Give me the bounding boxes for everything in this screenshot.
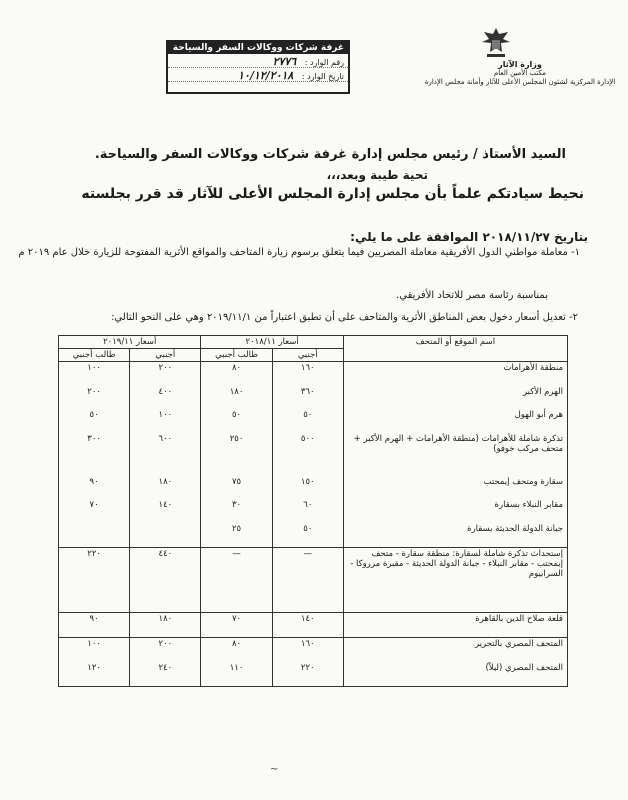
price-cell: ٥٠ <box>272 409 343 432</box>
price-cell: ٢٠٠ <box>87 386 101 397</box>
stamp-label: رقم الوارد : <box>304 58 344 67</box>
site-column-header: اسم الموقع أو المتحف <box>343 336 567 362</box>
price-cell: ٥٠ <box>201 409 272 432</box>
price-cell: ٢٥ <box>201 523 272 547</box>
stamp-title: غرفة شركات ووكالات السفر والسياحة <box>168 42 348 54</box>
stamp-value: ١٠/١٢/٢٠١٨ <box>238 69 294 82</box>
price-cell: ٧٠ <box>201 612 272 637</box>
price-cell: ٢٢٠ <box>272 662 343 687</box>
price-cell: ٥٠٠ <box>272 433 343 476</box>
price-cell: ١٢٠ <box>59 662 130 687</box>
price-cell <box>130 523 201 547</box>
price-cell: — <box>201 547 272 612</box>
price-cell: ٣٠ <box>201 499 272 522</box>
stamp-value: ٢٧٧٦ <box>272 55 297 68</box>
eagle-emblem-icon <box>476 26 516 62</box>
site-name: تذكرة شاملة للأهرامات (منطقة الأهرامات + الهرم الأكبر + متحف مركب خوفو) <box>343 433 567 476</box>
price-cell: ١٤٠ <box>130 499 201 522</box>
price-cell: ١٤٠ <box>272 612 343 637</box>
table-row <box>59 637 568 661</box>
department-name: الإدارة المركزية لشئون المجلس الأعلى للآثار وأمانة مجلس الإدارة <box>424 78 616 86</box>
price-cell: ٢٠٠ <box>130 362 201 386</box>
table-row <box>59 547 568 612</box>
table-row <box>59 362 568 386</box>
greeting: تحية طيبة وبعد،،، <box>326 168 428 182</box>
price-cell: ٦٠ <box>272 499 343 522</box>
site-name: المتحف المصري بالتحرير <box>343 637 567 661</box>
foreign-header: أجنبي <box>130 349 201 362</box>
site-name: جبانة الدولة الحديثة بسقارة <box>343 523 567 547</box>
ministry-name: وزارة الآثار <box>498 60 542 69</box>
table-row <box>59 523 568 547</box>
price-cell: ٤٤٠ <box>130 547 201 612</box>
table-row <box>59 409 568 432</box>
price-cell: ٥٠ <box>89 410 99 421</box>
site-name: إستحداث تذكرة شاملة لسقارة: منطقة سقارة - متحف إيمحتب - مقابر النبلاء - جبانة الدولة الحديثة - مقبرة مرروكا - السرابيوم <box>343 547 567 612</box>
period-2018-header: أسعار ٢٠١٨/١١ <box>201 336 343 349</box>
foreign-student-header: طالب أجنبي <box>201 349 272 362</box>
decision-date: بتاريخ ٢٠١٨/١١/٢٧ الموافقة على ما يلي: <box>350 230 588 244</box>
price-cell: ٣٠٠ <box>87 433 101 444</box>
item-1-continuation: بمناسبة رئاسة مصر للاتحاد الأفريقي. <box>396 290 548 301</box>
stamp-row-number <box>168 54 348 68</box>
price-cell: ٦٠٠ <box>130 433 201 476</box>
price-cell: ٨٠ <box>201 637 272 661</box>
price-cell: ١٠٠ <box>87 638 101 649</box>
price-cell: ١٦٠ <box>272 637 343 661</box>
price-cell: ٣٦٠ <box>272 386 343 409</box>
price-cell: ٩٠ <box>89 477 99 487</box>
office-name: مكتب الأمين العام <box>493 69 547 77</box>
ministry-header <box>420 60 620 87</box>
table-row <box>59 612 568 637</box>
price-cell: ١١٠ <box>201 662 272 687</box>
addressee: السيد الأستاذ / رئيس مجلس إدارة غرفة شركات ووكالات السفر والسياحة. <box>94 147 566 162</box>
price-cell: — <box>272 547 343 612</box>
table-row <box>59 433 568 476</box>
price-cell: ٧٠ <box>89 500 99 511</box>
price-cell <box>59 523 130 547</box>
site-name: سقارة ومتحف إيمحتب <box>343 476 567 499</box>
table-row <box>59 499 568 522</box>
price-cell: ٩٠ <box>59 612 130 637</box>
price-cell: ٧٥ <box>201 476 272 499</box>
item-1: ١- معاملة مواطني الدول الأفريقية معاملة المصريين فيما يتعلق برسوم زيارة المتاحف والمواقع الأثرية المفتوحة للزيارة خلال عام ٢٠١٩ م <box>18 247 580 258</box>
price-cell: ١٨٠ <box>201 386 272 409</box>
bottom-mark: ~ <box>270 764 279 775</box>
price-cell: ١٦٠ <box>272 362 343 386</box>
price-cell: ١٠٠ <box>130 409 201 432</box>
item-2: ٢- تعديل أسعار دخول بعض المناطق الأثرية والمتاحف على أن تطبق اعتباراً من ٢٠١٩/١١/١ وهي على النحو التالي: <box>111 312 578 323</box>
table-row <box>59 476 568 499</box>
site-name: المتحف المصري (ليلاً) <box>343 662 567 687</box>
prices-table <box>58 335 568 687</box>
site-name: هرم أبو الهول <box>343 409 567 432</box>
site-name: الهرم الأكبر <box>343 386 567 409</box>
site-name: قلعة صلاح الدين بالقاهرة <box>343 612 567 637</box>
price-cell: ١٨٠ <box>130 612 201 637</box>
price-cell: ٢٥٠ <box>201 433 272 476</box>
price-cell: ١٥٠ <box>272 476 343 499</box>
foreign-header: أجنبي <box>272 349 343 362</box>
price-cell: ٨٠ <box>201 362 272 386</box>
price-cell: ٢٢٠ <box>59 547 130 612</box>
stamp-row-date <box>168 68 348 82</box>
price-cell: ١٠٠ <box>87 363 101 373</box>
price-cell: ٤٠٠ <box>130 386 201 409</box>
price-cell: ١٨٠ <box>130 476 201 499</box>
price-cell: ٥٠ <box>272 523 343 547</box>
price-cell: ٢٤٠ <box>130 662 201 687</box>
price-cell: ٢٠٠ <box>130 637 201 661</box>
site-name: مقابر النبلاء بسقارة <box>343 499 567 522</box>
receipt-stamp <box>166 40 350 94</box>
table-row <box>59 662 568 687</box>
site-name: منطقة الأهرامات <box>343 362 567 386</box>
notice-line: نحيط سيادتكم علماً بأن مجلس إدارة المجلس الأعلى للآثار قد قرر بجلسته <box>81 186 584 202</box>
stamp-label: تاريخ الوارد : <box>301 72 344 81</box>
foreign-student-header: طالب أجنبي <box>59 349 130 362</box>
period-2019-header: أسعار ٢٠١٩/١١ <box>59 336 201 349</box>
table-row <box>59 386 568 409</box>
